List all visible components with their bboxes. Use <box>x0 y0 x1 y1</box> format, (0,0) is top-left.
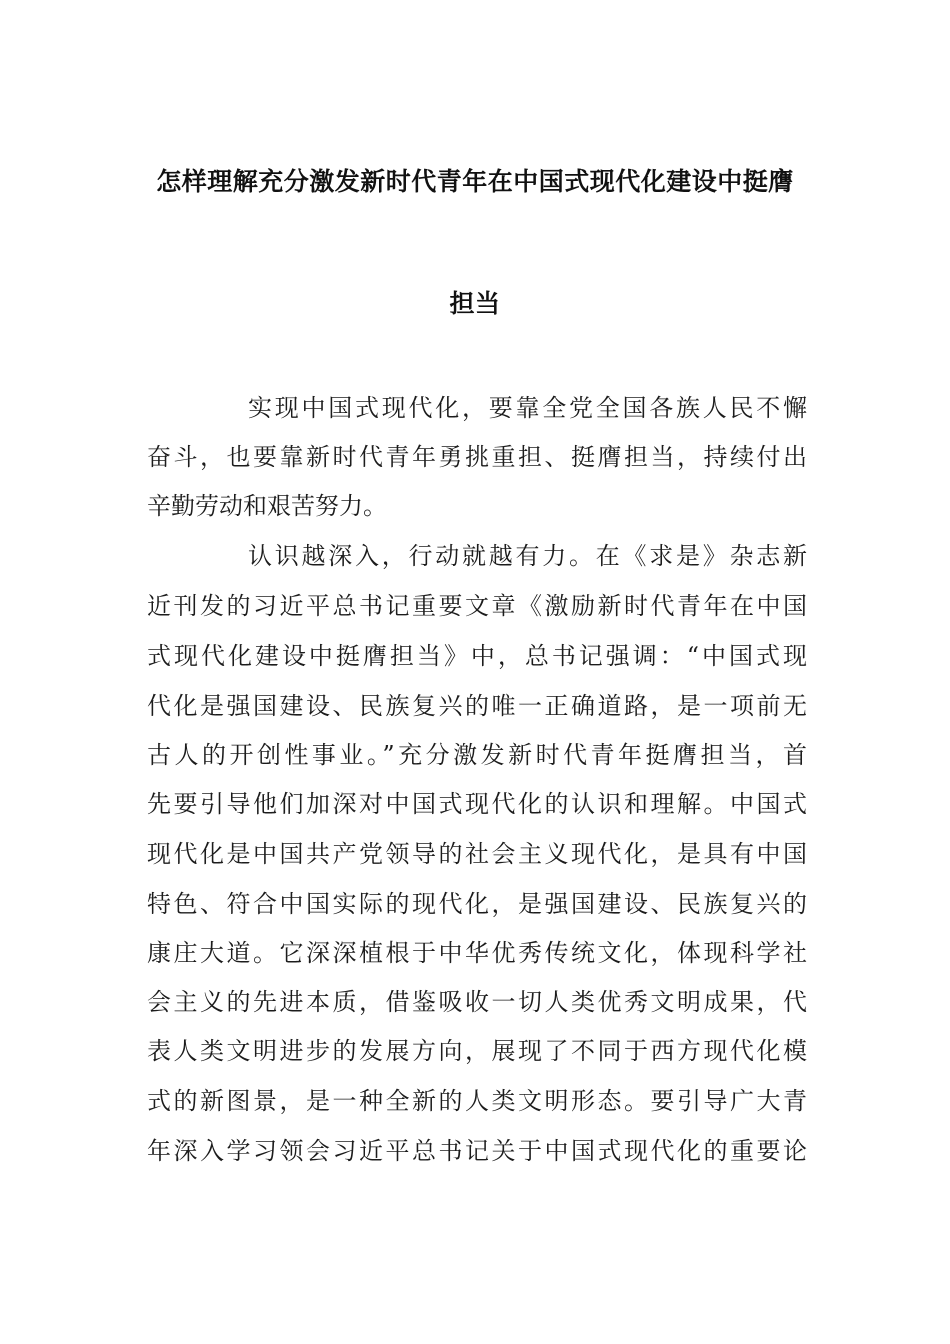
paragraph-2-line-1: 认识越深入，行动就越有力。在《求是》杂志新 <box>248 542 807 570</box>
paragraph-2-line-3: 式现代化建设中挺膺担当》中，总书记强调：“中国式现 <box>147 642 807 670</box>
paragraph-2-line-12: 式的新图景，是一种全新的人类文明形态。要引导广大青 <box>147 1087 807 1115</box>
paragraph-2-line-7: 现代化是中国共产党领导的社会主义现代化，是具有中国 <box>147 840 807 868</box>
paragraph-2-line-8: 特色、符合中国实际的现代化，是强国建设、民族复兴的 <box>147 890 807 918</box>
paragraph-2-line-9: 康庄大道。它深深植根于中华优秀传统文化，体现科学社 <box>147 939 807 967</box>
paragraph-1-line-3: 辛勤劳动和艰苦努力。 <box>147 492 387 520</box>
paragraph-2-line-10: 会主义的先进本质，借鉴吸收一切人类优秀文明成果，代 <box>147 988 807 1016</box>
paragraph-2-line-6: 先要引导他们加深对中国式现代化的认识和理解。中国式 <box>147 790 807 818</box>
document-title-line-2: 担当 <box>449 289 501 318</box>
paragraph-1-line-1: 实现中国式现代化，要靠全党全国各族人民不懈 <box>248 394 807 422</box>
paragraph-2-line-5: 古人的开创性事业。”充分激发新时代青年挺膺担当，首 <box>147 741 807 769</box>
document-title-line-1: 怎样理解充分激发新时代青年在中国式现代化建设中挺膺 <box>156 167 794 196</box>
paragraph-2-line-13: 年深入学习领会习近平总书记关于中国式现代化的重要论 <box>147 1137 807 1165</box>
paragraph-2-line-11: 表人类文明进步的发展方向，展现了不同于西方现代化模 <box>147 1037 807 1065</box>
paragraph-2-line-2: 近刊发的习近平总书记重要文章《激励新时代青年在中国 <box>147 592 807 620</box>
paragraph-2-line-4: 代化是强国建设、民族复兴的唯一正确道路，是一项前无 <box>147 692 807 720</box>
paragraph-1-line-2: 奋斗，也要靠新时代青年勇挑重担、挺膺担当，持续付出 <box>147 443 807 471</box>
